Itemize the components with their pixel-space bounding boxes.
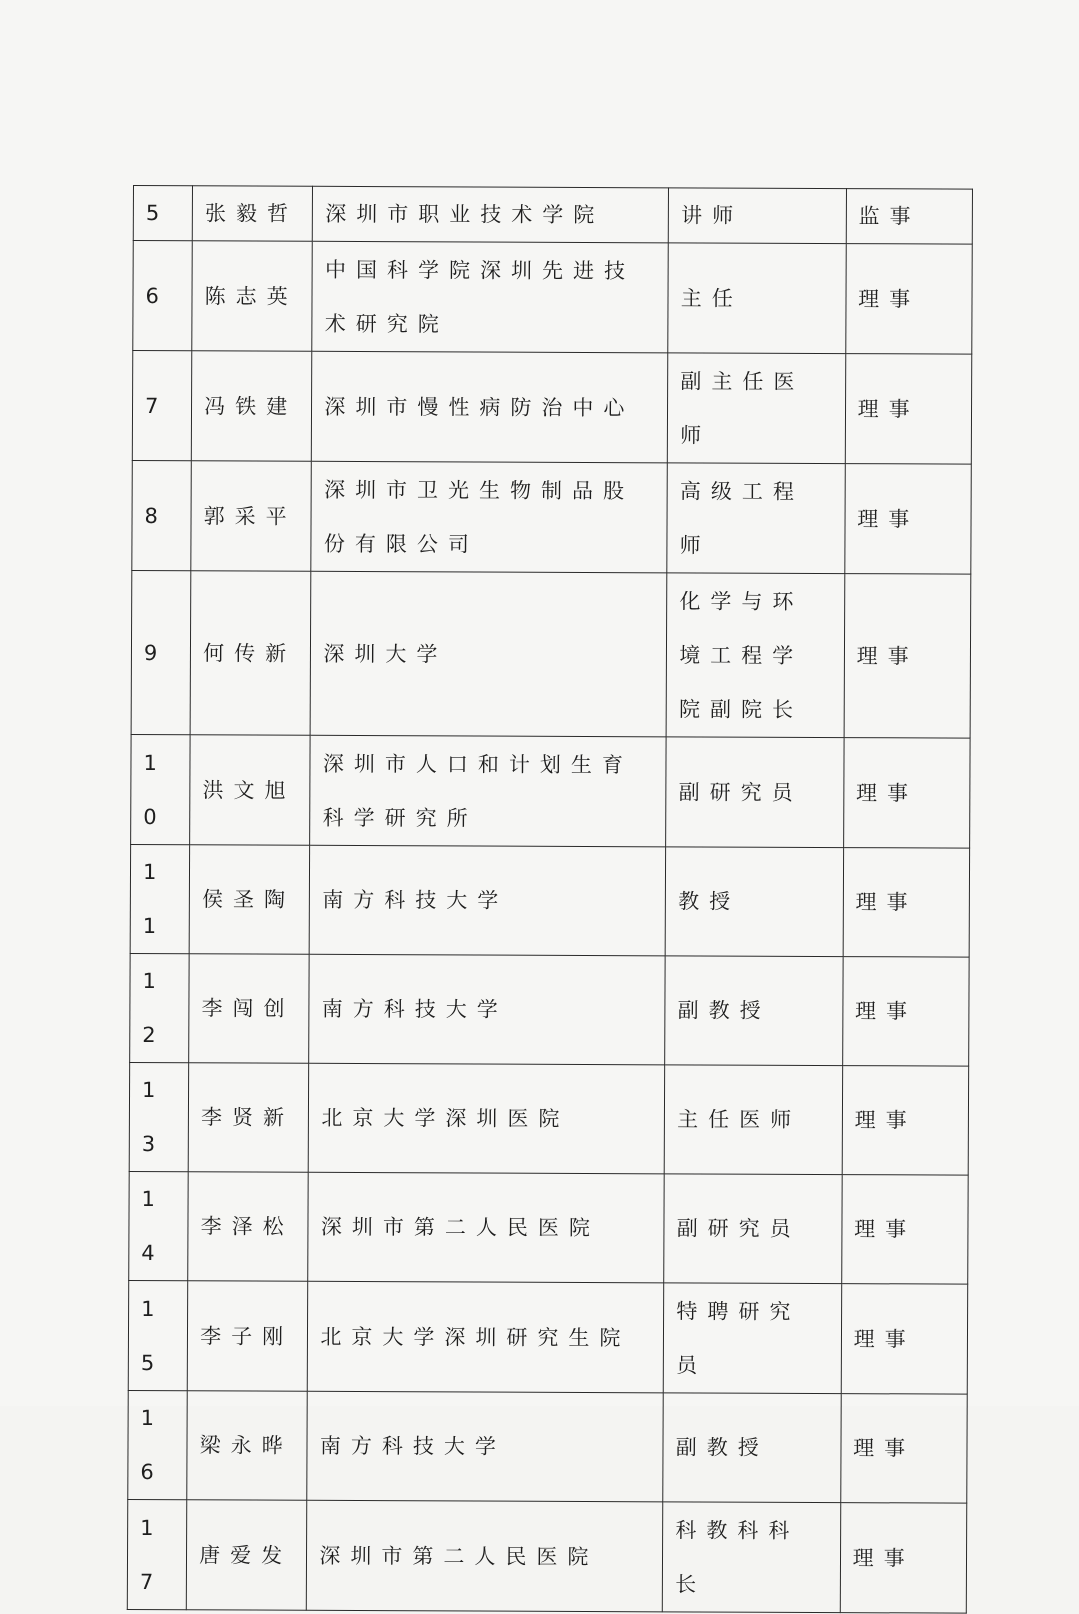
member-role: 理事 xyxy=(842,957,969,1067)
member-title: 主任医师 xyxy=(664,1065,842,1175)
member-name: 洪文旭 xyxy=(190,735,311,846)
member-title: 副教授 xyxy=(665,956,843,1066)
member-organization: 深圳市第二人民医院 xyxy=(307,1500,663,1612)
member-organization: 中国科学院深圳先进技术研究院 xyxy=(312,241,668,353)
table-row xyxy=(130,953,969,1066)
table-row xyxy=(128,1280,967,1394)
member-title: 化学与环境工程学院副院长 xyxy=(666,573,844,738)
row-number: 6 xyxy=(133,241,193,351)
member-title: 副研究员 xyxy=(664,1174,842,1284)
table-row xyxy=(133,241,972,355)
row-number: 14 xyxy=(129,1171,189,1280)
row-number: 13 xyxy=(129,1062,189,1171)
member-table xyxy=(127,185,973,1614)
member-organization: 南方科技大学 xyxy=(307,1391,663,1502)
member-organization: 深圳市卫光生物制品股份有限公司 xyxy=(311,461,667,573)
member-name: 李泽松 xyxy=(188,1172,309,1282)
member-organization: 深圳市职业技术学院 xyxy=(313,186,669,243)
member-role: 理事 xyxy=(844,574,971,739)
table-row xyxy=(131,734,970,848)
member-role: 理事 xyxy=(845,354,972,465)
table-row xyxy=(127,1499,966,1613)
row-number: 11 xyxy=(130,844,190,953)
member-name: 郭采平 xyxy=(191,461,312,572)
member-role: 理事 xyxy=(842,1066,969,1176)
member-organization: 深圳市第二人民医院 xyxy=(308,1172,664,1283)
member-name: 李贤新 xyxy=(188,1063,309,1173)
table-row xyxy=(130,844,969,957)
member-role: 理事 xyxy=(843,738,970,849)
member-name: 梁永晔 xyxy=(187,1391,308,1501)
member-organization: 南方科技大学 xyxy=(310,845,666,956)
member-title: 教授 xyxy=(665,847,843,957)
member-role: 理事 xyxy=(841,1175,968,1285)
member-title: 特聘研究员 xyxy=(664,1283,842,1394)
member-name: 陈志英 xyxy=(192,241,313,352)
member-role: 理事 xyxy=(840,1394,967,1504)
member-title: 主任 xyxy=(668,243,846,354)
row-number: 12 xyxy=(130,953,190,1062)
member-role: 理事 xyxy=(843,848,970,958)
row-number: 9 xyxy=(131,570,191,734)
member-organization: 南方科技大学 xyxy=(309,954,665,1065)
table-row xyxy=(129,1062,968,1175)
member-name: 侯圣陶 xyxy=(189,845,310,955)
member-role: 理事 xyxy=(845,244,972,355)
table-row xyxy=(131,570,971,738)
member-organization: 北京大学深圳医院 xyxy=(309,1063,665,1174)
table-row xyxy=(128,1390,967,1503)
row-number: 16 xyxy=(128,1390,188,1499)
member-title: 讲师 xyxy=(669,188,847,244)
member-name: 唐爱发 xyxy=(186,1500,307,1611)
member-name: 李闯创 xyxy=(189,954,310,1064)
row-number: 5 xyxy=(133,186,192,241)
member-title: 科教科科长 xyxy=(663,1502,841,1613)
member-role: 理事 xyxy=(844,464,971,575)
member-organization: 深圳市慢性病防治中心 xyxy=(312,351,668,463)
row-number: 8 xyxy=(132,460,192,570)
member-title: 副主任医师 xyxy=(668,353,846,464)
member-role: 理事 xyxy=(840,1503,967,1614)
member-organization: 北京大学深圳研究生院 xyxy=(308,1281,664,1393)
member-name: 何传新 xyxy=(190,571,311,736)
member-name: 冯铁建 xyxy=(191,351,312,462)
member-name: 张毅哲 xyxy=(192,186,313,242)
table-row xyxy=(133,186,972,245)
row-number: 15 xyxy=(128,1280,188,1390)
table-row xyxy=(132,351,971,465)
member-name: 李子刚 xyxy=(187,1281,308,1392)
row-number: 10 xyxy=(131,734,191,844)
row-number: 7 xyxy=(132,351,192,461)
table-row xyxy=(129,1171,968,1284)
member-title: 副研究员 xyxy=(666,737,844,848)
member-organization: 深圳市人口和计划生育科学研究所 xyxy=(310,735,666,847)
table-row xyxy=(132,460,971,574)
member-organization: 深圳大学 xyxy=(311,571,668,737)
member-title: 副教授 xyxy=(663,1393,841,1503)
member-role: 监事 xyxy=(846,189,973,245)
member-table-body xyxy=(127,186,972,1614)
member-title: 高级工程师 xyxy=(667,463,845,574)
row-number: 17 xyxy=(127,1499,187,1609)
member-role: 理事 xyxy=(841,1284,968,1395)
